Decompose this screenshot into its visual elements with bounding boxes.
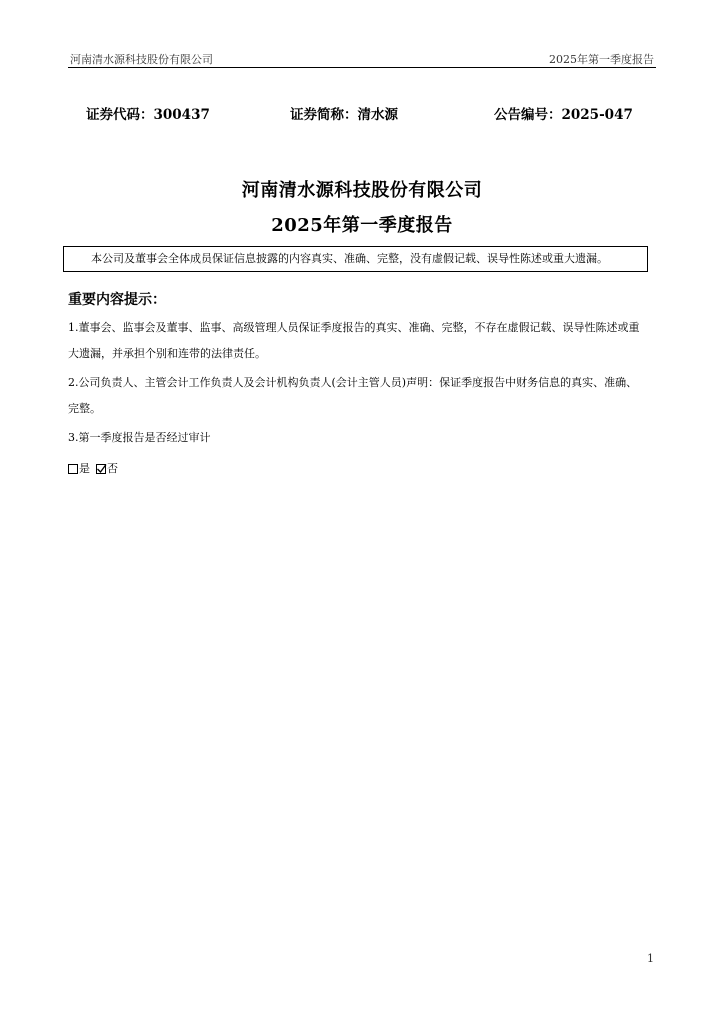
notice-item-1-line-2: 大遗漏，并承担个别和连带的法律责任。 <box>68 347 266 360</box>
checkmark-icon <box>96 463 107 474</box>
security-info-row <box>0 103 724 123</box>
audit-checkbox-group <box>68 462 118 476</box>
page-number: 1 <box>647 952 654 965</box>
disclosure-statement-box <box>63 246 648 272</box>
audit-yes-checkbox[interactable] <box>68 464 78 474</box>
document-title-report: 2025年第一季度报告 <box>271 215 453 236</box>
notice-item-2-line-2: 完整。 <box>68 402 101 415</box>
notice-item-3: 3.第一季度报告是否经过审计 <box>68 431 211 444</box>
document-title-company: 河南清水源科技股份有限公司 <box>241 180 483 201</box>
audit-no-checkbox[interactable] <box>96 464 106 474</box>
announcement-number: 公告编号：2025-047 <box>494 107 633 123</box>
disclosure-statement: 本公司及董事会全体成员保证信息披露的内容真实、准确、完整，没有虚假记载、误导性陈述或重大遗漏。 <box>91 252 608 265</box>
running-header-company: 河南清水源科技股份有限公司 <box>70 53 213 66</box>
header-divider <box>68 67 656 68</box>
security-code: 证券代码：300437 <box>86 107 210 123</box>
important-notice-heading: 重要内容提示： <box>68 292 166 308</box>
security-short-name: 证券简称：清水源 <box>290 107 398 123</box>
notice-item-1-line-1: 1.董事会、监事会及董事、监事、高级管理人员保证季度报告的真实、准确、完整，不存在虚假记载、误导性陈述或重 <box>68 321 640 334</box>
audit-no-label: 否 <box>107 462 118 475</box>
running-header-report: 2025年第一季度报告 <box>549 53 654 66</box>
audit-yes-label: 是 <box>79 462 90 475</box>
notice-item-2-line-1: 2.公司负责人、主管会计工作负责人及会计机构负责人(会计主管人员)声明：保证季度报告中财务信息的真实、准确、 <box>68 376 638 389</box>
